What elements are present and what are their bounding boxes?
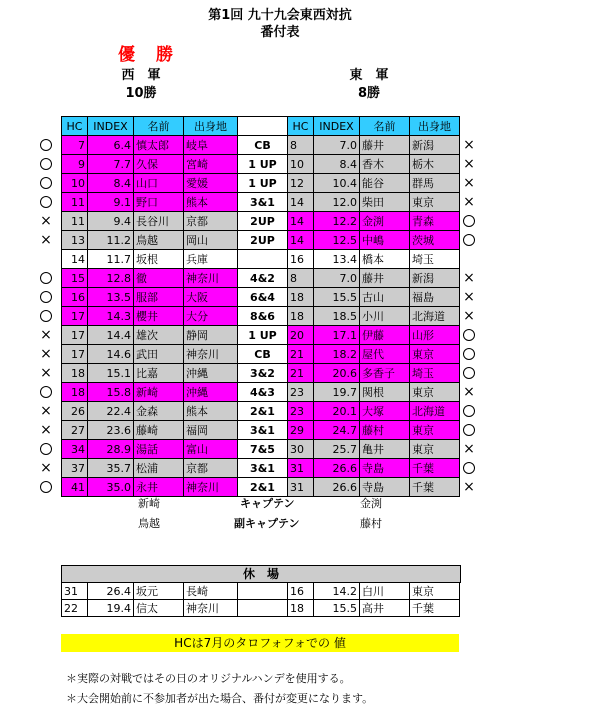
east-from: 東京 <box>410 193 460 212</box>
east-hc: 12 <box>288 174 314 193</box>
page-subtitle: 番付表 <box>260 25 300 40</box>
match-result: 7&5 <box>238 440 288 459</box>
east-index: 12.2 <box>314 212 360 231</box>
east-name: 小川 <box>360 307 410 326</box>
west-name: 櫻井 <box>134 307 184 326</box>
east-index: 13.4 <box>314 250 360 269</box>
loss-mark: × <box>463 479 475 495</box>
west-name: 永井 <box>134 478 184 497</box>
east-name: 能谷 <box>360 174 410 193</box>
win-mark <box>463 367 475 379</box>
captain-label: キャプテン <box>240 497 295 510</box>
table-row <box>62 174 460 193</box>
header-name-east: 名前 <box>360 117 410 136</box>
west-from: 京都 <box>184 459 238 478</box>
table-row <box>62 288 460 307</box>
west-name: 野口 <box>134 193 184 212</box>
east-index: 15.5 <box>314 288 360 307</box>
west-hc: 11 <box>62 212 88 231</box>
east-name: 藤井 <box>360 269 410 288</box>
rest-west-cell: 26.4 <box>88 583 134 600</box>
table-row <box>62 364 460 383</box>
east-hc: 14 <box>288 212 314 231</box>
west-from: 富山 <box>184 440 238 459</box>
match-result: 4&3 <box>238 383 288 402</box>
rest-west-cell: 長崎 <box>184 583 238 600</box>
west-hc: 11 <box>62 193 88 212</box>
west-index: 23.6 <box>88 421 134 440</box>
west-name: 藤崎 <box>134 421 184 440</box>
east-name: 藤井 <box>360 136 410 155</box>
loss-mark: × <box>463 270 475 286</box>
match-result: 2&1 <box>238 478 288 497</box>
east-name: 亀井 <box>360 440 410 459</box>
table-row <box>62 345 460 364</box>
east-from: 青森 <box>410 212 460 231</box>
rest-east-cell: 高井 <box>360 600 410 617</box>
table-row <box>62 478 460 497</box>
win-mark <box>463 462 475 474</box>
loss-mark: × <box>40 422 52 438</box>
west-hc: 9 <box>62 155 88 174</box>
loss-mark: × <box>463 194 475 210</box>
west-from: 兵庫 <box>184 250 238 269</box>
vice-captain-label: 副キャプテン <box>234 517 300 530</box>
east-from: 東京 <box>410 421 460 440</box>
west-team-wins: 10勝 <box>125 86 157 101</box>
table-row <box>62 440 460 459</box>
east-index: 7.0 <box>314 136 360 155</box>
west-from: 宮崎 <box>184 155 238 174</box>
east-name: 関根 <box>360 383 410 402</box>
west-from: 沖縄 <box>184 383 238 402</box>
match-result <box>238 250 288 269</box>
match-result: 6&4 <box>238 288 288 307</box>
vice-captain-west: 鳥越 <box>138 517 160 530</box>
win-mark <box>40 177 52 189</box>
rest-east-cell: 東京 <box>410 583 460 600</box>
rest-west-cell: 22 <box>62 600 88 617</box>
match-result: 1 UP <box>238 326 288 345</box>
east-from: 埼玉 <box>410 250 460 269</box>
loss-mark: × <box>463 289 475 305</box>
east-from: 北海道 <box>410 307 460 326</box>
east-from: 東京 <box>410 440 460 459</box>
match-result: 8&6 <box>238 307 288 326</box>
match-result: 2UP <box>238 231 288 250</box>
east-name: 伊藤 <box>360 326 410 345</box>
header-index-east: INDEX <box>314 117 360 136</box>
match-result: 2&1 <box>238 402 288 421</box>
header-match <box>238 117 288 136</box>
east-index: 25.7 <box>314 440 360 459</box>
west-name: 山口 <box>134 174 184 193</box>
match-result: 3&1 <box>238 193 288 212</box>
win-mark <box>40 310 52 322</box>
winner-label: 優 勝 <box>118 45 175 65</box>
east-from: 新潟 <box>410 269 460 288</box>
header-index-west: INDEX <box>88 117 134 136</box>
west-from: 京都 <box>184 212 238 231</box>
east-name: 香木 <box>360 155 410 174</box>
west-index: 35.0 <box>88 478 134 497</box>
east-index: 10.4 <box>314 174 360 193</box>
table-row <box>62 402 460 421</box>
west-name: 久保 <box>134 155 184 174</box>
west-name: 坂根 <box>134 250 184 269</box>
east-index: 26.6 <box>314 459 360 478</box>
west-name: 湯話 <box>134 440 184 459</box>
note-1: ＊実際の対戦ではその日のオリジナルハンデを使用する。 <box>66 672 351 685</box>
east-name: 金渕 <box>360 212 410 231</box>
loss-mark: × <box>463 137 475 153</box>
west-index: 15.1 <box>88 364 134 383</box>
east-name: 中嶋 <box>360 231 410 250</box>
match-result: 3&2 <box>238 364 288 383</box>
east-hc: 18 <box>288 288 314 307</box>
rest-title: 休 場 <box>61 565 461 583</box>
west-hc: 10 <box>62 174 88 193</box>
loss-mark: × <box>463 156 475 172</box>
east-hc: 10 <box>288 155 314 174</box>
east-name: 古山 <box>360 288 410 307</box>
west-name: 雄次 <box>134 326 184 345</box>
table-row <box>62 326 460 345</box>
table-row <box>62 136 460 155</box>
win-mark <box>40 158 52 170</box>
table-row <box>62 307 460 326</box>
rest-east-cell: 14.2 <box>314 583 360 600</box>
east-index: 24.7 <box>314 421 360 440</box>
west-name: 新崎 <box>134 383 184 402</box>
west-hc: 34 <box>62 440 88 459</box>
captain-east: 金渕 <box>360 497 382 510</box>
east-name: 大塚 <box>360 402 410 421</box>
rest-west-cell: 31 <box>62 583 88 600</box>
loss-mark: × <box>40 232 52 248</box>
west-index: 35.7 <box>88 459 134 478</box>
loss-mark: × <box>40 403 52 419</box>
win-mark <box>40 272 52 284</box>
west-from: 大阪 <box>184 288 238 307</box>
win-mark <box>463 329 475 341</box>
table-row <box>62 421 460 440</box>
east-from: 福島 <box>410 288 460 307</box>
west-index: 28.9 <box>88 440 134 459</box>
east-from: 東京 <box>410 383 460 402</box>
west-name: 徹 <box>134 269 184 288</box>
page-title: 第1回 九十九会東西対抗 <box>208 8 352 23</box>
captain-west: 新崎 <box>138 497 160 510</box>
rest-table <box>61 582 460 617</box>
east-from: 千葉 <box>410 478 460 497</box>
east-from: 埼玉 <box>410 364 460 383</box>
rest-mid-cell <box>238 583 288 600</box>
east-index: 20.6 <box>314 364 360 383</box>
header-from-west: 出身地 <box>184 117 238 136</box>
west-from: 沖縄 <box>184 364 238 383</box>
west-from: 福岡 <box>184 421 238 440</box>
east-name: 寺島 <box>360 478 410 497</box>
west-from: 静岡 <box>184 326 238 345</box>
west-name: 長谷川 <box>134 212 184 231</box>
east-index: 18.5 <box>314 307 360 326</box>
loss-mark: × <box>40 365 52 381</box>
west-hc: 17 <box>62 345 88 364</box>
east-hc: 23 <box>288 383 314 402</box>
west-index: 14.4 <box>88 326 134 345</box>
west-index: 13.5 <box>88 288 134 307</box>
east-from: 山形 <box>410 326 460 345</box>
header-name-west: 名前 <box>134 117 184 136</box>
east-from: 群馬 <box>410 174 460 193</box>
win-mark <box>40 481 52 493</box>
west-name: 武田 <box>134 345 184 364</box>
east-hc: 14 <box>288 231 314 250</box>
east-hc: 8 <box>288 136 314 155</box>
loss-mark: × <box>463 441 475 457</box>
east-hc: 21 <box>288 364 314 383</box>
rest-west-cell: 信太 <box>134 600 184 617</box>
west-name: 松浦 <box>134 459 184 478</box>
east-index: 17.1 <box>314 326 360 345</box>
west-hc: 7 <box>62 136 88 155</box>
east-team-wins: 8勝 <box>357 86 381 101</box>
east-hc: 16 <box>288 250 314 269</box>
match-result: 4&2 <box>238 269 288 288</box>
table-row <box>62 193 460 212</box>
east-from: 新潟 <box>410 136 460 155</box>
table-row <box>62 155 460 174</box>
west-name: 慎太郎 <box>134 136 184 155</box>
east-from: 北海道 <box>410 402 460 421</box>
match-result: 1 UP <box>238 174 288 193</box>
win-mark <box>40 443 52 455</box>
west-hc: 17 <box>62 307 88 326</box>
east-from: 東京 <box>410 345 460 364</box>
match-result: 3&1 <box>238 459 288 478</box>
west-from: 神奈川 <box>184 478 238 497</box>
win-mark <box>463 405 475 417</box>
rest-east-cell: 白川 <box>360 583 410 600</box>
match-result: 3&1 <box>238 421 288 440</box>
west-hc: 13 <box>62 231 88 250</box>
west-from: 愛媛 <box>184 174 238 193</box>
west-hc: 14 <box>62 250 88 269</box>
east-name: 寺島 <box>360 459 410 478</box>
east-hc: 29 <box>288 421 314 440</box>
win-mark <box>463 424 475 436</box>
west-index: 9.1 <box>88 193 134 212</box>
east-hc: 30 <box>288 440 314 459</box>
east-name: 柴田 <box>360 193 410 212</box>
west-from: 熊本 <box>184 193 238 212</box>
match-table <box>61 116 460 497</box>
west-index: 15.8 <box>88 383 134 402</box>
west-name: 鳥越 <box>134 231 184 250</box>
west-hc: 18 <box>62 364 88 383</box>
loss-mark: × <box>40 346 52 362</box>
west-index: 11.2 <box>88 231 134 250</box>
west-hc: 41 <box>62 478 88 497</box>
win-mark <box>40 196 52 208</box>
east-hc: 20 <box>288 326 314 345</box>
east-index: 7.0 <box>314 269 360 288</box>
east-index: 18.2 <box>314 345 360 364</box>
match-result: 2UP <box>238 212 288 231</box>
loss-mark: × <box>40 327 52 343</box>
win-mark <box>40 386 52 398</box>
west-index: 8.4 <box>88 174 134 193</box>
east-hc: 14 <box>288 193 314 212</box>
table-row <box>62 250 460 269</box>
loss-mark: × <box>463 175 475 191</box>
east-from: 栃木 <box>410 155 460 174</box>
rest-east-cell: 千葉 <box>410 600 460 617</box>
west-name: 服部 <box>134 288 184 307</box>
west-hc: 18 <box>62 383 88 402</box>
win-mark <box>463 234 475 246</box>
west-index: 22.4 <box>88 402 134 421</box>
rest-mid-cell <box>238 600 288 617</box>
east-from: 千葉 <box>410 459 460 478</box>
loss-mark: × <box>40 460 52 476</box>
west-hc: 37 <box>62 459 88 478</box>
loss-mark: × <box>463 384 475 400</box>
header-hc-west: HC <box>62 117 88 136</box>
rest-east-cell: 18 <box>288 600 314 617</box>
east-from: 茨城 <box>410 231 460 250</box>
rest-row <box>62 600 460 617</box>
rest-west-cell: 神奈川 <box>184 600 238 617</box>
west-index: 14.6 <box>88 345 134 364</box>
west-name: 金森 <box>134 402 184 421</box>
east-index: 20.1 <box>314 402 360 421</box>
west-name: 比嘉 <box>134 364 184 383</box>
east-index: 12.5 <box>314 231 360 250</box>
west-hc: 26 <box>62 402 88 421</box>
header-from-east: 出身地 <box>410 117 460 136</box>
east-index: 12.0 <box>314 193 360 212</box>
west-index: 6.4 <box>88 136 134 155</box>
win-mark <box>463 348 475 360</box>
table-row <box>62 269 460 288</box>
east-index: 26.6 <box>314 478 360 497</box>
loss-mark: × <box>40 213 52 229</box>
west-hc: 15 <box>62 269 88 288</box>
east-hc: 31 <box>288 459 314 478</box>
west-index: 7.7 <box>88 155 134 174</box>
east-name: 多香子 <box>360 364 410 383</box>
west-from: 岐阜 <box>184 136 238 155</box>
west-index: 12.8 <box>88 269 134 288</box>
table-row <box>62 231 460 250</box>
west-from: 熊本 <box>184 402 238 421</box>
vice-captain-east: 藤村 <box>360 517 382 530</box>
east-hc: 8 <box>288 269 314 288</box>
match-result: CB <box>238 345 288 364</box>
rest-east-cell: 16 <box>288 583 314 600</box>
east-name: 屋代 <box>360 345 410 364</box>
header-hc-east: HC <box>288 117 314 136</box>
rest-west-cell: 19.4 <box>88 600 134 617</box>
note-2: ＊大会開始前に不参加者が出た場合、番付が変更になります。 <box>66 692 374 705</box>
rest-east-cell: 15.5 <box>314 600 360 617</box>
west-hc: 17 <box>62 326 88 345</box>
win-mark <box>463 215 475 227</box>
rest-row <box>62 583 460 600</box>
east-index: 19.7 <box>314 383 360 402</box>
east-name: 藤村 <box>360 421 410 440</box>
west-team-name: 西 軍 <box>121 68 161 83</box>
east-hc: 31 <box>288 478 314 497</box>
west-from: 大分 <box>184 307 238 326</box>
table-row <box>62 459 460 478</box>
east-hc: 21 <box>288 345 314 364</box>
west-hc: 27 <box>62 421 88 440</box>
west-index: 14.3 <box>88 307 134 326</box>
win-mark <box>40 291 52 303</box>
east-hc: 23 <box>288 402 314 421</box>
west-index: 11.7 <box>88 250 134 269</box>
rest-west-cell: 坂元 <box>134 583 184 600</box>
loss-mark: × <box>463 308 475 324</box>
west-from: 神奈川 <box>184 269 238 288</box>
table-row <box>62 212 460 231</box>
west-from: 神奈川 <box>184 345 238 364</box>
west-from: 岡山 <box>184 231 238 250</box>
match-result: 1 UP <box>238 155 288 174</box>
win-mark <box>40 139 52 151</box>
table-row <box>62 383 460 402</box>
east-index: 8.4 <box>314 155 360 174</box>
east-team-name: 東 軍 <box>349 68 389 83</box>
east-hc: 18 <box>288 307 314 326</box>
east-name: 橋本 <box>360 250 410 269</box>
table-header <box>62 117 460 136</box>
west-index: 9.4 <box>88 212 134 231</box>
match-result: CB <box>238 136 288 155</box>
west-hc: 16 <box>62 288 88 307</box>
hc-note: HCは7月のタロフォフォでの 値 <box>61 634 459 652</box>
